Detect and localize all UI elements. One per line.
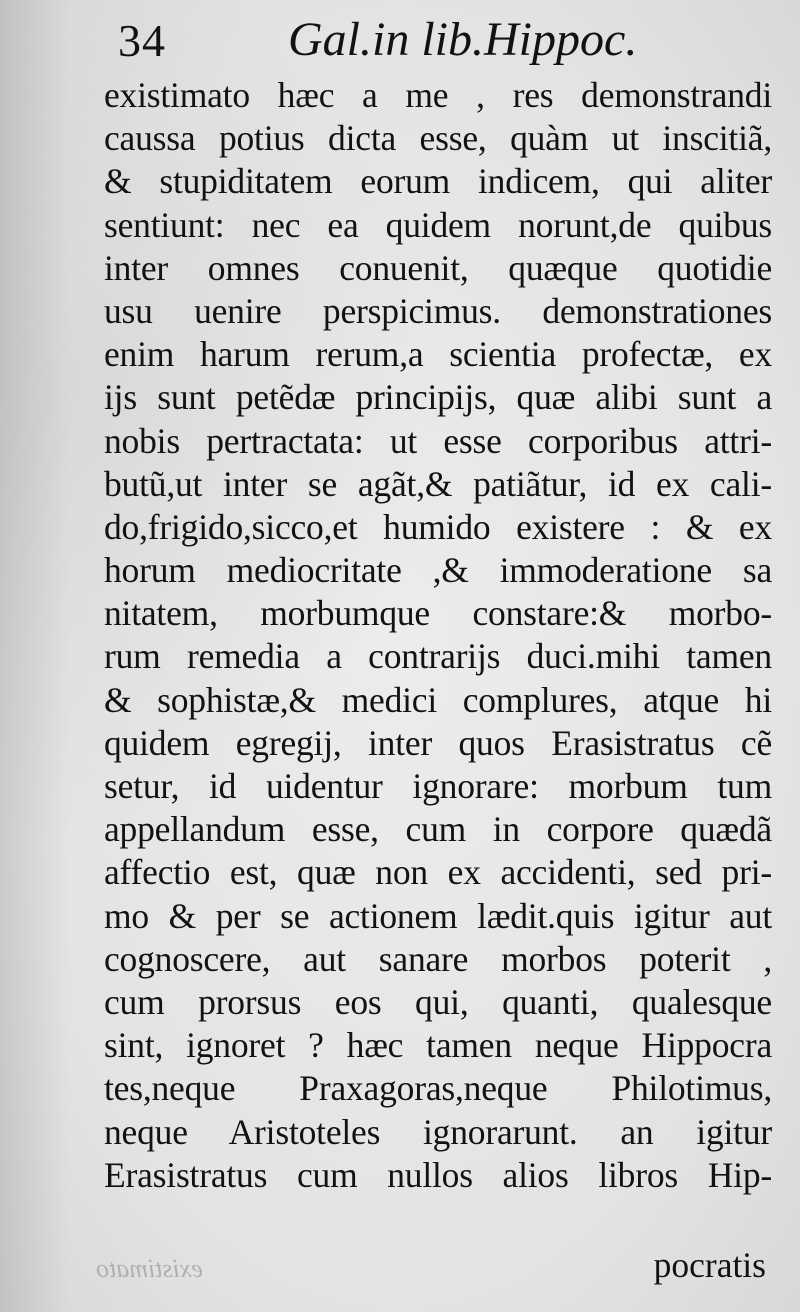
text-line: horum mediocritate ,& immoderatione sa [104,550,772,591]
text-line: butũ,ut inter se agãt,& patiãtur, id ex cali- [104,463,772,504]
gutter-shadow [0,0,70,1312]
text-line: sint, ignoret ? hæc tamen neque Hippocra [104,1025,772,1066]
text-line: & sophistæ,& medici complures, atque hi [104,679,772,720]
text-line: ijs sunt petẽdæ principijs, quæ alibi sunt a [104,377,772,418]
text-line: neque Aristoteles ignorarunt. an igitur [104,1111,772,1152]
text-line: cognoscere, aut sanare morbos poterit , [104,938,772,979]
text-line: existimato hæc a me , res demonstrandi [104,75,772,115]
catchword: pocratis [653,1245,766,1285]
text-line: enim harum rerum,a scientia profectæ, ex [104,334,772,375]
show-through-text: existimato [96,1254,203,1283]
running-title: Gal.in lib.Hippoc. [288,13,638,66]
text-line: quidem egregij, inter quos Erasistratus cẽ [104,722,772,763]
text-line: do,frigido,sicco,et humido existere : & ex [104,506,772,547]
text-line: Erasistratus cum nullos alios libros Hip- [104,1154,772,1195]
text-line: caussa potius dicta esse, quàm ut inscitiã, [104,118,772,159]
text-line: appellandum esse, cum in corpore quædã [104,809,772,850]
text-line: rum remedia a contrarijs duci.mihi tamen [104,636,772,677]
text-line: setur, id uidentur ignorare: morbum tum [104,766,772,806]
text-line: & stupiditatem eorum indicem, qui aliter [104,161,772,202]
text-line: sentiunt: nec ea quidem norunt,de quibus [104,204,772,245]
text-line: inter omnes conuenit, quæque quotidie [104,247,772,288]
page-number: 34 [118,15,166,66]
text-line: nitatem, morbumque constare:& morbo- [104,593,772,634]
text-line: mo & per se actionem lædit.quis igitur aut [104,895,772,936]
text-line: affectio est, quæ non ex accidenti, sed pri- [104,852,772,893]
text-line: usu uenire perspicimus. demonstrationes [104,290,772,331]
text-line: cum prorsus eos qui, quanti, qualesque [104,981,772,1022]
body-text [104,74,772,1197]
text-line: nobis pertractata: ut esse corporibus attri- [104,420,772,461]
text-line: tes,neque Praxagoras,neque Philotimus, [104,1068,772,1109]
